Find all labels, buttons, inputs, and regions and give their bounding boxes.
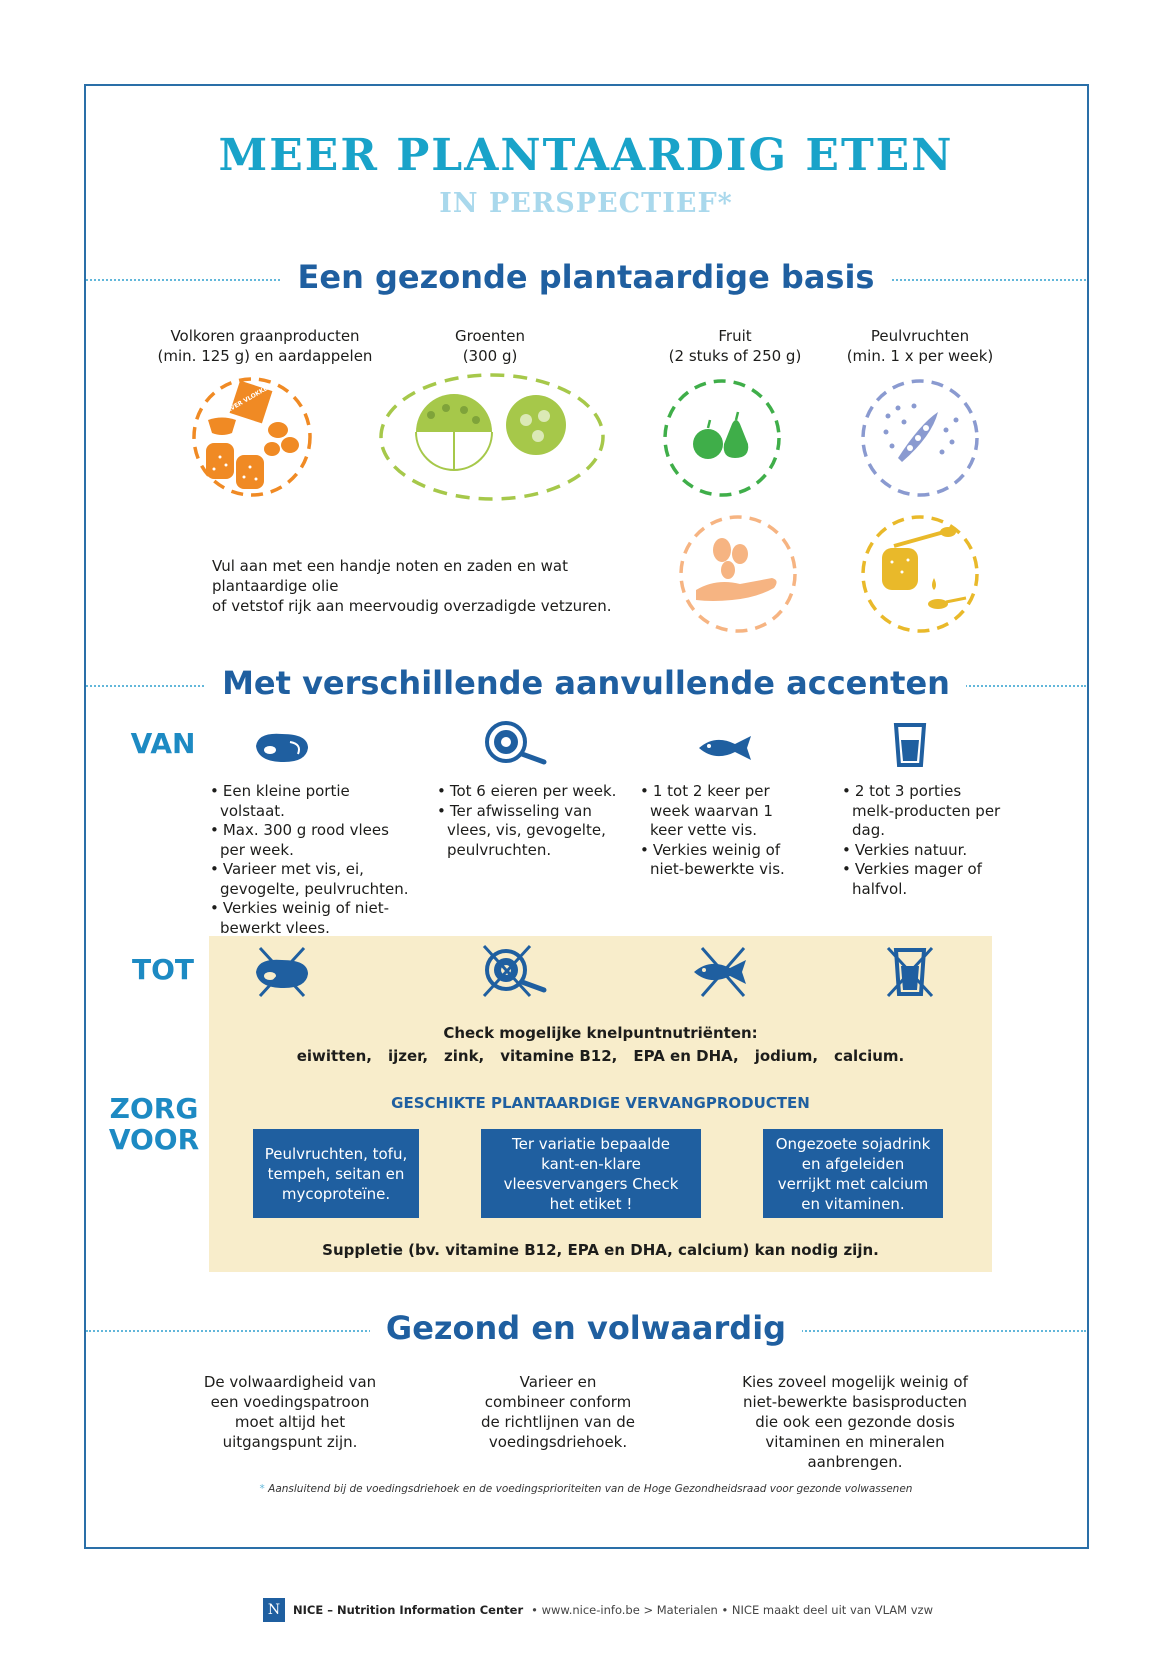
vis-list [640,782,810,880]
list-item: • Ter afwisseling van vlees, vis, gevogelte, peulvruchten. [437,802,617,861]
vervang-box-sojadrink: Ongezoete sojadrink en afgeleiden verrijkt met calcium en vitaminen. [763,1129,943,1218]
section-gezond-heading [86,1309,1086,1353]
fruit-label: Fruit (2 stuks of 250 g) [668,327,802,365]
list-item: • Tot 6 eieren per week. [437,782,617,802]
suppletie-text: Suppletie (bv. vitamine B12, EPA en DHA, calcium) kan nodig zijn. [322,1241,879,1259]
zorg-voor-label: ZORG VOOR [108,1092,200,1156]
nutrient-list [209,1047,992,1065]
aanvul-text: Vul aan met een handje noten en zaden en wat plantaardige olie of vetstof rijk aan meervoudig overzadigde vetzuren. [212,557,612,615]
melk-list [842,782,1002,899]
footer-org: NICE – Nutrition Information Center [293,1603,524,1617]
list-item: • Max. 300 g rood vlees per week. [210,821,410,860]
section-basis-heading [86,258,1086,302]
tot-label: TOT [131,953,194,986]
fish-icon [695,732,757,764]
gezond-col-1: De volwaardigheid van een voedingspatroon moet altijd het uitgangspunt zijn. [203,1373,377,1451]
footnote-star: * [259,1483,265,1495]
list-item: • Verkies natuur. [842,841,1002,861]
vervang-box-vleesvervangers: Ter variatie bepaalde kant-en-klare vleesvervangers Check het etiket ! [481,1129,701,1218]
list-item: • Een kleine portie volstaat. [210,782,410,821]
milk-glass-icon [893,722,927,768]
vervang-box-peulvruchten: Peulvruchten, tofu, tempeh, seitan en mycoproteïne. [253,1129,419,1218]
egg-pan-crossed-icon [476,940,550,1002]
section-accenten-title: Met verschillende aanvullende accenten [206,664,966,702]
egg-pan-icon [482,720,552,768]
ei-list [437,782,617,860]
geschikt-heading: GESCHIKTE PLANTAARDIGE VERVANGPRODUCTEN [391,1094,810,1112]
van-label: VAN [130,727,196,760]
graan-label: Volkoren graanproducten (min. 125 g) en aardappelen [157,327,373,365]
nutrient-item: eiwitten, [296,1047,372,1065]
list-item: • 1 tot 2 keer per week waarvan 1 keer vette vis. [640,782,810,841]
list-item: • Verkies weinig of niet-bewerkte vis. [640,841,810,880]
nutrient-item: vitamine B12, [500,1047,618,1065]
legumes-icon [858,376,982,500]
section-gezond-title: Gezond en volwaardig [370,1309,802,1347]
section-accenten-heading [86,664,1086,708]
footnote [0,1483,1172,1495]
nutrient-item: ijzer, [387,1047,429,1065]
list-item: • Verkies weinig of niet-bewerkt vlees. [210,899,410,938]
milk-glass-crossed-icon [884,944,936,1000]
nice-logo: N [263,1598,285,1622]
check-title: Check mogelijke knelpuntnutriënten: [443,1024,758,1042]
oats-label: HAVER VLOKKEN [221,382,274,417]
gezond-col-3: Kies zoveel mogelijk weinig of niet-bewerkte basisproducten die ook een gezonde dosis vitaminen en mineralen aanbrengen. [742,1373,968,1471]
gezond-col-2: Varieer en combineer conform de richtlijnen van de voedingsdriehoek. [480,1373,636,1451]
nutrient-item: EPA en DHA, [633,1047,739,1065]
page-title: MEER PLANTAARDIG ETEN [218,130,954,181]
fish-crossed-icon [690,944,756,1000]
peulvruchten-label: Peulvruchten (min. 1 x per week) [846,327,994,365]
nutrient-item: jodium, [754,1047,819,1065]
nuts-hand-icon [676,512,800,636]
vlees-list [210,782,410,938]
vegetables-plate-icon [376,370,608,505]
oil-bread-icon [858,512,982,636]
meat-crossed-icon [250,944,314,1000]
page-subtitle: IN PERSPECTIEF* [439,188,733,219]
apple-pear-icon [660,376,784,500]
section-basis-title: Een gezonde plantaardige basis [282,258,891,296]
nutrient-item: calcium. [834,1047,905,1065]
footnote-text: Aansluitend bij de voedingsdriehoek en de voedingsprioriteiten van de Hoge Gezondheidsraad voor gezonde volwassenen [268,1483,913,1495]
bread-potato-icon [190,375,320,500]
list-item: • Varieer met vis, ei, gevogelte, peulvruchten. [210,860,410,899]
footer-links[interactable]: • www.nice-info.be > Materialen • NICE maakt deel uit van VLAM vzw [531,1603,933,1617]
nutrient-item: zink, [444,1047,485,1065]
list-item: • 2 tot 3 porties melk-producten per dag. [842,782,1002,841]
list-item: • Verkies mager of halfvol. [842,860,1002,899]
meat-icon [250,728,314,768]
groenten-label: Groenten (300 g) [455,327,525,365]
footer [263,1598,933,1622]
